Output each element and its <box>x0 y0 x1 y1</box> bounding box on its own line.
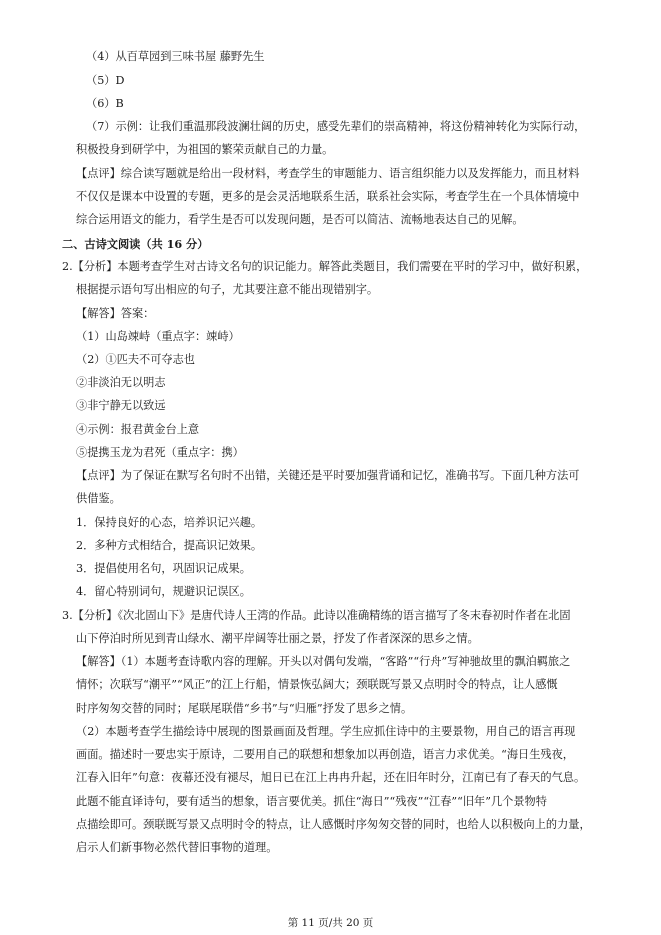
answer-7-line1: （7）示例：让我们重温那段波澜壮阔的历史，感受先辈们的崇高精神，将这份精神转化为实际行动， <box>86 120 586 133</box>
answer-5: （5）D <box>86 74 125 87</box>
page-number-footer: 第 11 页/共 20 页 <box>287 917 374 929</box>
q2-tip-3: 3．提倡使用名句，巩固识记成果。 <box>76 562 251 575</box>
q2-answer-2-4: ④示例：报君黄金台上意 <box>76 423 200 436</box>
comment-1-line2: 不仅仅是课本中设置的专题，更多的是会灵活地联系生活，联系社会实际，考查学生在一个具体情境中 <box>76 190 580 203</box>
q2-tip-2: 2．多种方式相结合，提高识记效果。 <box>76 539 263 552</box>
q2-comment-line1: 【点评】为了保证在默写名句时不出错，关键还是平时要加强背诵和记忆，准确书写。下面几种方法可 <box>76 469 580 482</box>
q3-answer-line1: 【解答】（1）本题考查诗歌内容的理解。开头以对偶句发端，“客路”“行舟”写神驰故里的飘泊羁旅之 <box>76 655 571 668</box>
q2-answer-2-2: ②非淡泊无以明志 <box>76 376 166 389</box>
q2-comment-line2: 供借鉴。 <box>76 492 121 505</box>
q3-answer-line9: 启示人们新事物必然代替旧事物的道理。 <box>76 841 278 854</box>
q3-analysis-line2: 山下停泊时所见到青山绿水、潮平岸阔等壮丽之景，抒发了作者深深的思乡之情。 <box>76 632 479 645</box>
answer-7-line2: 积极投身到研学中，为祖国的繁荣贡献自己的力量。 <box>76 143 334 156</box>
section-heading-ancient-poetry: 二、古诗文阅读（共 16 分） <box>62 237 209 251</box>
q2-tip-4: 4．留心特别词句，规避识记误区。 <box>76 585 251 598</box>
q3-answer-line4: （2）本题考查学生描绘诗中展现的图景画面及哲理。学生应抓住诗中的主要景物，用自己的语言再现 <box>76 725 576 738</box>
q2-answer-1: （1）山岛竦峙（重点字：竦峙） <box>76 330 240 343</box>
answer-6: （6）B <box>86 97 124 110</box>
q3-answer-line8: 点描绘即可。颈联既写景又点明时令的特点，让人感慨时序匆匆交替的同时，也给人以积极向上的力量， <box>76 818 591 831</box>
q3-analysis-line1: 3.【分析】《次北固山下》是唐代诗人王湾的作品。此诗以准确精练的语言描写了冬末春初时作者在北固 <box>62 609 571 622</box>
q3-answer-line3: 时序匆匆交替的同时；尾联尾联借“乡书”与“归雁”抒发了思乡之情。 <box>76 702 413 715</box>
q3-answer-line2: 情怀；次联写“潮平”“风正”的江上行船，情景恢弘阔大；颈联既写景又点明时令的特点，让人感慨 <box>76 678 558 691</box>
q2-tip-1: 1．保持良好的心态，培养识记兴趣。 <box>76 516 263 529</box>
q2-answer-2-3: ③非宁静无以致远 <box>76 399 166 412</box>
q2-analysis-line1: 2.【分析】本题考查学生对古诗文名句的识记能力。解答此类题目，我们需要在平时的学习中，做好积累， <box>62 260 588 273</box>
comment-1-line1: 【点评】综合读写题就是给出一段材料，考查学生的审题能力、语言组织能力以及发挥能力，而且材料 <box>76 167 580 180</box>
q3-answer-line6: 江春入旧年”句意：夜幕还没有褪尽，旭日已在江上冉冉升起，还在旧年时分，江南已有了春天的气息。 <box>76 771 586 784</box>
q2-answer-label: 【解答】答案： <box>76 307 155 320</box>
q2-analysis-line2: 根据提示语句写出相应的句子，尤其要注意不能出现错别字。 <box>76 283 379 296</box>
q2-answer-2-1: （2）①匹夫不可夺志也 <box>76 353 195 366</box>
q3-answer-line7: 此题不能直译诗句，要有适当的想象，语言要优美。抓住“海日”“残夜”“江春”“旧年”几个景物特 <box>76 795 547 808</box>
q3-answer-line5: 画面。描述时一要忠实于原诗，二要用自己的联想和想象加以再创造，语言力求优美。“海日生残夜， <box>76 748 574 761</box>
q2-answer-2-5: ⑤提携玉龙为君死（重点字：携） <box>76 446 244 459</box>
comment-1-line3: 综合运用语文的能力，看学生是否可以发现问题，是否可以简洁、流畅地表达自己的见解。 <box>76 213 524 226</box>
answer-4: （4）从百草园到三味书屋 藤野先生 <box>86 50 265 63</box>
